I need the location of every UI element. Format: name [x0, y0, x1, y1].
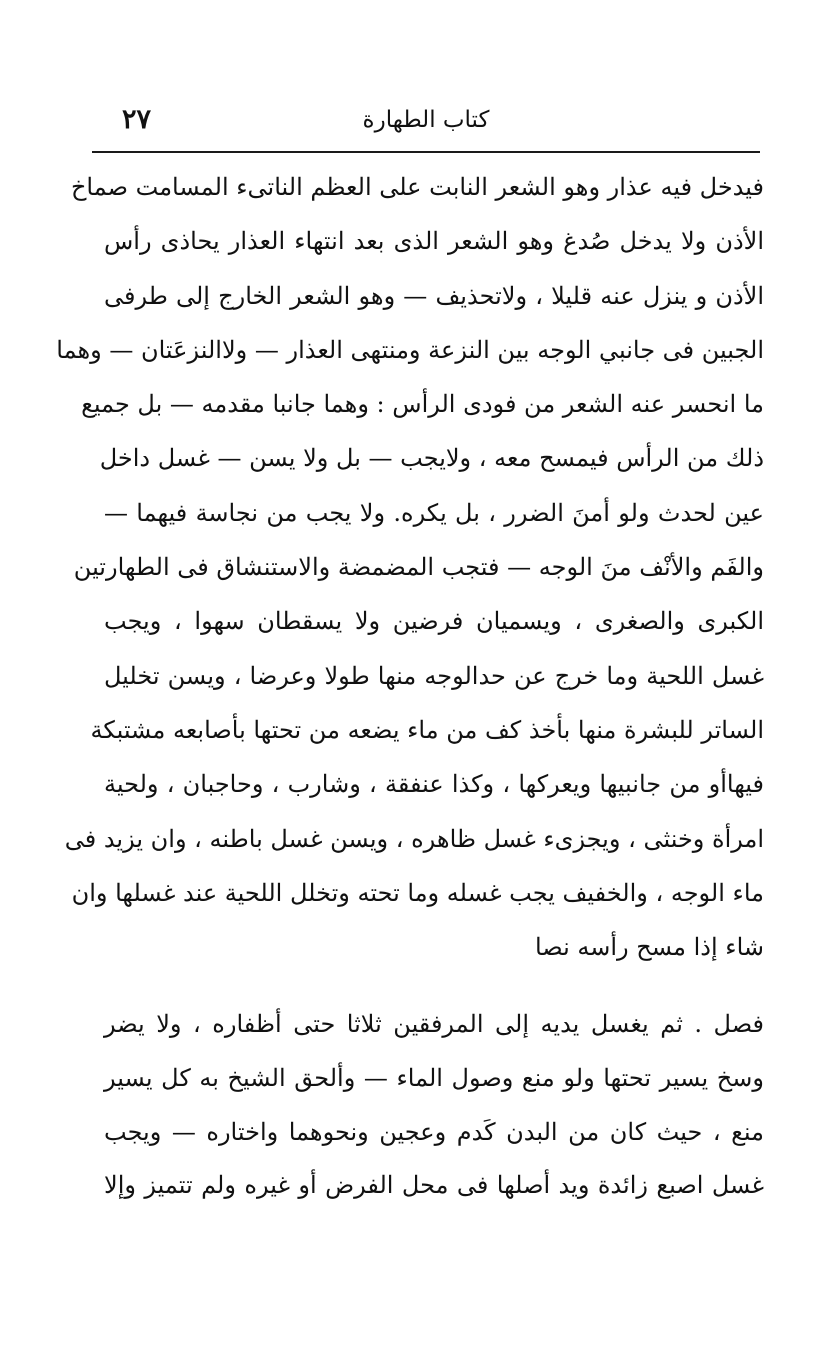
paragraph — [104, 998, 764, 1212]
text-line: ذلك من الرأس فيمسح معه ، ولايجب — بل ولا يسن — غسل داخل — [99, 444, 764, 473]
header-rule — [92, 151, 760, 153]
text-line: امرأة وخنثى ، ويجزىء غسل ظاهره ، ويسن غسل باطنه ، وان يزيد فى — [64, 824, 764, 853]
page-number: ٢٧ — [122, 104, 152, 135]
text-line: الكبرى والصغرى ، ويسميان فرضين ولا يسقطان سهوا ، ويجب — [104, 607, 764, 636]
text-line: الجبين فى جانبي الوجه بين النزعة ومنتهى العذار — ولاالنزعَتان — وهما — [56, 335, 764, 364]
text-line: الساتر للبشرة منها بأخذ كف من ماء يضعه من تحتها بأصابعه مشتبكة — [90, 715, 764, 744]
paragraph-gap — [104, 974, 764, 998]
text-line: عين لحدث ولو أمنَ الضرر ، بل يكره. ولا يجب من نجاسة فيهما — — [104, 498, 764, 527]
text-line: ما انحسر عنه الشعر من فودى الرأس : وهما جانبا مقدمه — بل جميع — [81, 390, 764, 419]
body-text — [56, 160, 765, 1213]
text-line: فيهاأو من جانبيها ويعركها ، وكذا عنفقة ، وشارب ، وحاجبان ، ولحية — [104, 770, 764, 799]
text-line: شاء إذا مسح رأسه نصا — [534, 933, 764, 962]
text-line: منع ، حيث كان من البدن كَدم وعجين ونحوهما واختاره — ويجب — [104, 1117, 764, 1146]
text-line: الأذن ولا يدخل صُدغ وهو الشعر الذى بعد انتهاء العذار يحاذى رأس — [104, 227, 764, 256]
text-line: غسل اللحية وما خرج عن حدالوجه منها طولا وعرضا ، ويسن تخليل — [104, 661, 765, 690]
text-line: وسخ يسير تحتها ولو منع وصول الماء — وألحق الشيخ به كل يسير — [104, 1064, 764, 1093]
page-header — [92, 92, 760, 150]
text-line: غسل اصبع زائدة ويد أصلها فى محل الفرض أو غيره ولم تتميز وإلا — [104, 1171, 764, 1200]
paragraph — [56, 160, 765, 974]
text-line: الأذن و ينزل عنه قليلا ، ولاتحذيف — وهو الشعر الخارج إلى طرفى — [104, 281, 764, 310]
text-line: فصل . ثم يغسل يديه إلى المرفقين ثلاثا حتى أظفاره ، ولا يضر — [104, 1010, 764, 1039]
running-title: كتاب الطهارة — [362, 107, 490, 133]
text-line: والفَم والأنْف منَ الوجه — فتجب المضمضة والاستنشاق فى الطهارتين — [73, 553, 764, 582]
text-line: فيدخل فيه عذار وهو الشعر النابت على العظم الناتىء المسامت صماخ — [70, 173, 764, 201]
text-line: ماء الوجه ، والخفيف يجب غسله وما تحته وتخلل اللحية عند غسلها وان — [71, 878, 764, 907]
